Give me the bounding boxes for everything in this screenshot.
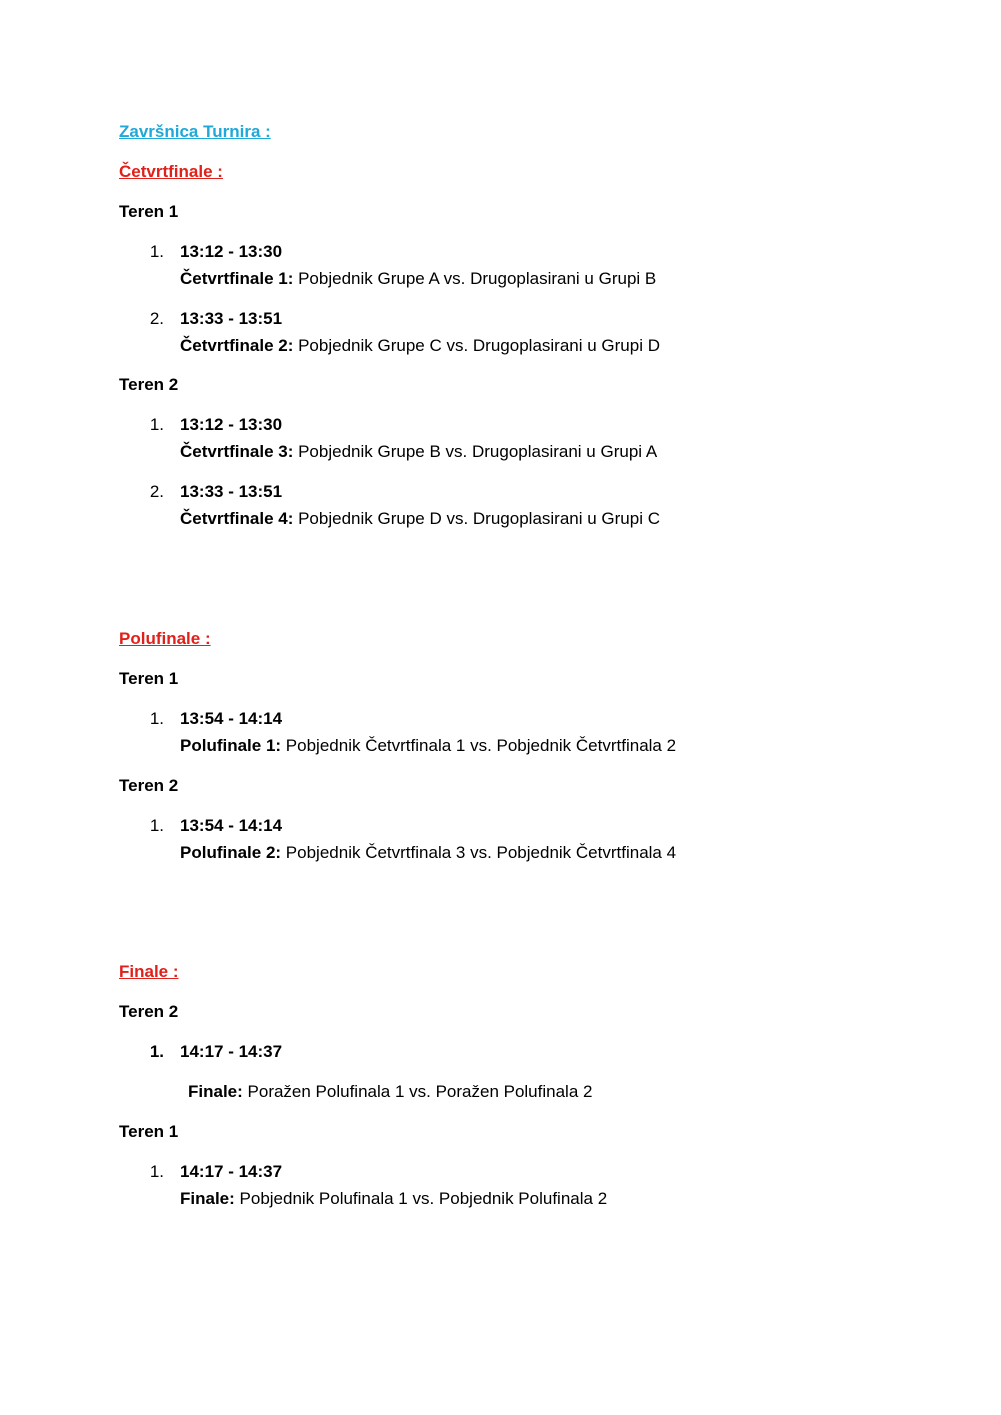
match-description: [180, 509, 660, 529]
match-time: 14:17 - 14:37: [180, 1042, 283, 1061]
match-time: 13:54 - 14:14: [180, 816, 283, 835]
list-number: 2.: [149, 309, 164, 328]
match-description: [180, 1189, 607, 1209]
match-name: Polufinale 1:: [180, 736, 282, 755]
match-name: Finale:: [188, 1082, 243, 1101]
match-time: 13:12 - 13:30: [180, 415, 283, 434]
match-text: Pobjednik Grupe B vs. Drugoplasirani u Grupi A: [293, 442, 658, 461]
list-number: 1.: [149, 816, 164, 835]
match-name: Polufinale 2:: [180, 843, 282, 862]
match-description: [180, 269, 656, 289]
list-number: 1.: [149, 242, 164, 261]
match-text: Pobjednik Grupe A vs. Drugoplasirani u Grupi B: [293, 269, 657, 288]
list-number: 2.: [149, 482, 164, 501]
match-time: 13:12 - 13:30: [180, 242, 283, 261]
list-number: 1.: [149, 1042, 164, 1061]
match-time: 13:33 - 13:51: [180, 309, 283, 328]
court-label: Teren 2: [119, 1002, 179, 1021]
match-text: Pobjednik Četvrtfinala 1 vs. Pobjednik Četvrtfinala 2: [281, 736, 677, 755]
match-description: [180, 736, 676, 756]
match-description: [188, 1082, 592, 1102]
match-name: Četvrtfinale 2:: [180, 336, 294, 355]
match-name: Četvrtfinale 1:: [180, 269, 294, 288]
match-text: Pobjednik Četvrtfinala 3 vs. Pobjednik Četvrtfinala 4: [281, 843, 677, 862]
match-time: 14:17 - 14:37: [180, 1162, 283, 1181]
quarterfinals-heading: Četvrtfinale :: [119, 162, 223, 181]
list-number: 1.: [149, 415, 164, 434]
semifinals-heading: Polufinale :: [119, 629, 211, 648]
match-text: Pobjednik Grupe C vs. Drugoplasirani u Grupi D: [293, 336, 660, 355]
match-text: Poražen Polufinala 1 vs. Poražen Polufinala 2: [242, 1082, 593, 1101]
court-label: Teren 2: [119, 776, 179, 795]
match-time: 13:33 - 13:51: [180, 482, 283, 501]
match-description: [180, 442, 657, 462]
match-name: Finale:: [180, 1189, 235, 1208]
list-number: 1.: [149, 709, 164, 728]
match-text: Pobjednik Grupe D vs. Drugoplasirani u Grupi C: [293, 509, 660, 528]
match-time: 13:54 - 14:14: [180, 709, 283, 728]
match-text: Pobjednik Polufinala 1 vs. Pobjednik Polufinala 2: [234, 1189, 608, 1208]
document-title: Završnica Turnira :: [119, 122, 271, 141]
match-name: Četvrtfinale 4:: [180, 509, 294, 528]
match-name: Četvrtfinale 3:: [180, 442, 294, 461]
court-label: Teren 1: [119, 202, 179, 221]
court-label: Teren 1: [119, 669, 179, 688]
court-label: Teren 1: [119, 1122, 179, 1141]
match-description: [180, 336, 660, 356]
list-number: 1.: [149, 1162, 164, 1181]
finals-heading: Finale :: [119, 962, 179, 981]
match-description: [180, 843, 676, 863]
court-label: Teren 2: [119, 375, 179, 394]
